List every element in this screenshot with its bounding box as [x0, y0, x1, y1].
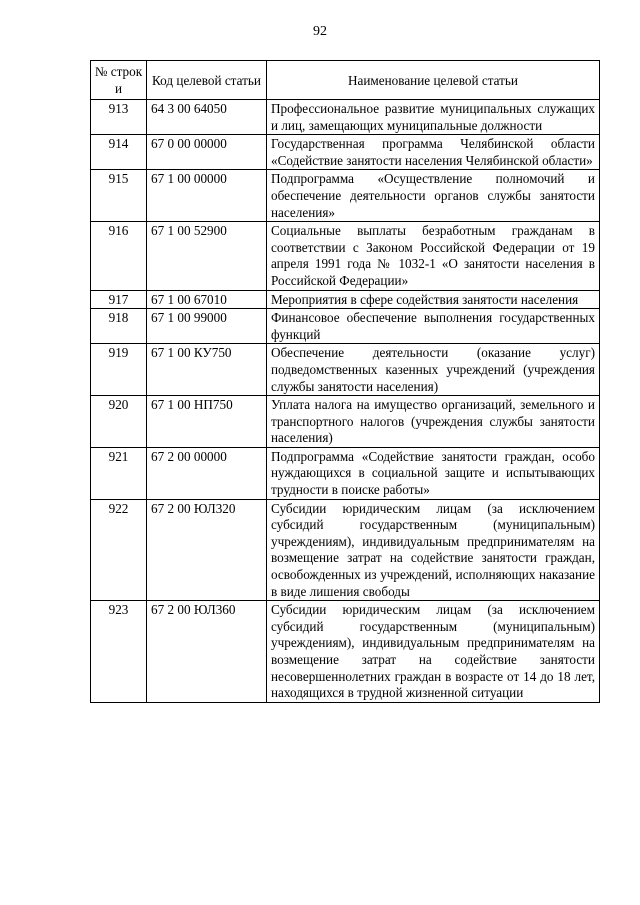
row-number-cell: 918 [91, 309, 147, 344]
row-number-cell: 916 [91, 222, 147, 290]
target-code-cell: 67 1 00 67010 [147, 290, 267, 309]
target-name-cell: Мероприятия в сфере содействия занятости населения [267, 290, 600, 309]
table-row [91, 290, 600, 309]
target-code-cell: 67 1 00 КУ750 [147, 344, 267, 396]
target-code-cell: 67 2 00 ЮЛ360 [147, 601, 267, 703]
target-code-cell: 67 2 00 00000 [147, 447, 267, 499]
target-code-cell: 67 1 00 НП750 [147, 396, 267, 448]
row-number-header: № строк и [91, 61, 147, 100]
row-number-cell: 920 [91, 396, 147, 448]
page-number: 92 [313, 24, 327, 39]
row-number-cell: 922 [91, 499, 147, 601]
table-row [91, 499, 600, 601]
row-number-cell: 914 [91, 135, 147, 170]
target-name-cell: Профессиональное развитие муниципальных служащих и лиц, замещающих муниципальные должности [267, 100, 600, 135]
target-name-cell: Государственная программа Челябинской области «Содействие занятости населения Челябинской области» [267, 135, 600, 170]
target-code-cell: 67 1 00 00000 [147, 170, 267, 222]
row-number-cell: 915 [91, 170, 147, 222]
target-code-cell: 67 2 00 ЮЛ320 [147, 499, 267, 601]
target-name-cell: Социальные выплаты безработным гражданам в соответствии с Законом Российской Федерации от 19 апреля 1991 года № 1032-1 «О занятости населения в Российской Федерации» [267, 222, 600, 290]
table-row [91, 396, 600, 448]
table-row [91, 447, 600, 499]
target-code-cell: 64 3 00 64050 [147, 100, 267, 135]
target-name-cell: Уплата налога на имущество организаций, земельного и транспортного налогов (учреждения службы занятости населения) [267, 396, 600, 448]
table-row [91, 222, 600, 290]
row-number-cell: 923 [91, 601, 147, 703]
target-code-cell: 67 1 00 52900 [147, 222, 267, 290]
table-row [91, 601, 600, 703]
row-number-cell: 913 [91, 100, 147, 135]
row-number-cell: 919 [91, 344, 147, 396]
target-articles-table [90, 60, 600, 703]
table-body [91, 100, 600, 703]
target-name-cell: Обеспечение деятельности (оказание услуг) подведомственных казенных учреждений (учреждения службы занятости населения) [267, 344, 600, 396]
target-name-cell: Субсидии юридическим лицам (за исключением субсидий государственным (муниципальным) учреждениям), индивидуальным предпринимателям на возмещение затрат на содействие занятости несовершеннолетних граждан в возрасте от 14 до 18 лет, находящихся в трудной жизненной ситуации [267, 601, 600, 703]
table-row [91, 135, 600, 170]
row-number-cell: 917 [91, 290, 147, 309]
target-name-cell: Субсидии юридическим лицам (за исключением субсидий государственным (муниципальным) учреждениям), индивидуальным предпринимателям на возмещение затрат на содействие занятости граждан, освобожденных из учреждений, исполняющих наказание в виде лишения свободы [267, 499, 600, 601]
target-name-header: Наименование целевой статьи [267, 61, 600, 100]
target-name-cell: Финансовое обеспечение выполнения государственных функций [267, 309, 600, 344]
target-code-cell: 67 0 00 00000 [147, 135, 267, 170]
target-name-cell: Подпрограмма «Содействие занятости граждан, особо нуждающихся в социальной защите и испытывающих трудности в поиске работы» [267, 447, 600, 499]
table-row [91, 170, 600, 222]
table-row [91, 344, 600, 396]
table-row [91, 100, 600, 135]
table-header-row [91, 61, 600, 100]
target-code-cell: 67 1 00 99000 [147, 309, 267, 344]
table-row [91, 309, 600, 344]
target-name-cell: Подпрограмма «Осуществление полномочий и обеспечение деятельности органов службы занятости населения» [267, 170, 600, 222]
row-number-cell: 921 [91, 447, 147, 499]
target-code-header: Код целевой статьи [147, 61, 267, 100]
